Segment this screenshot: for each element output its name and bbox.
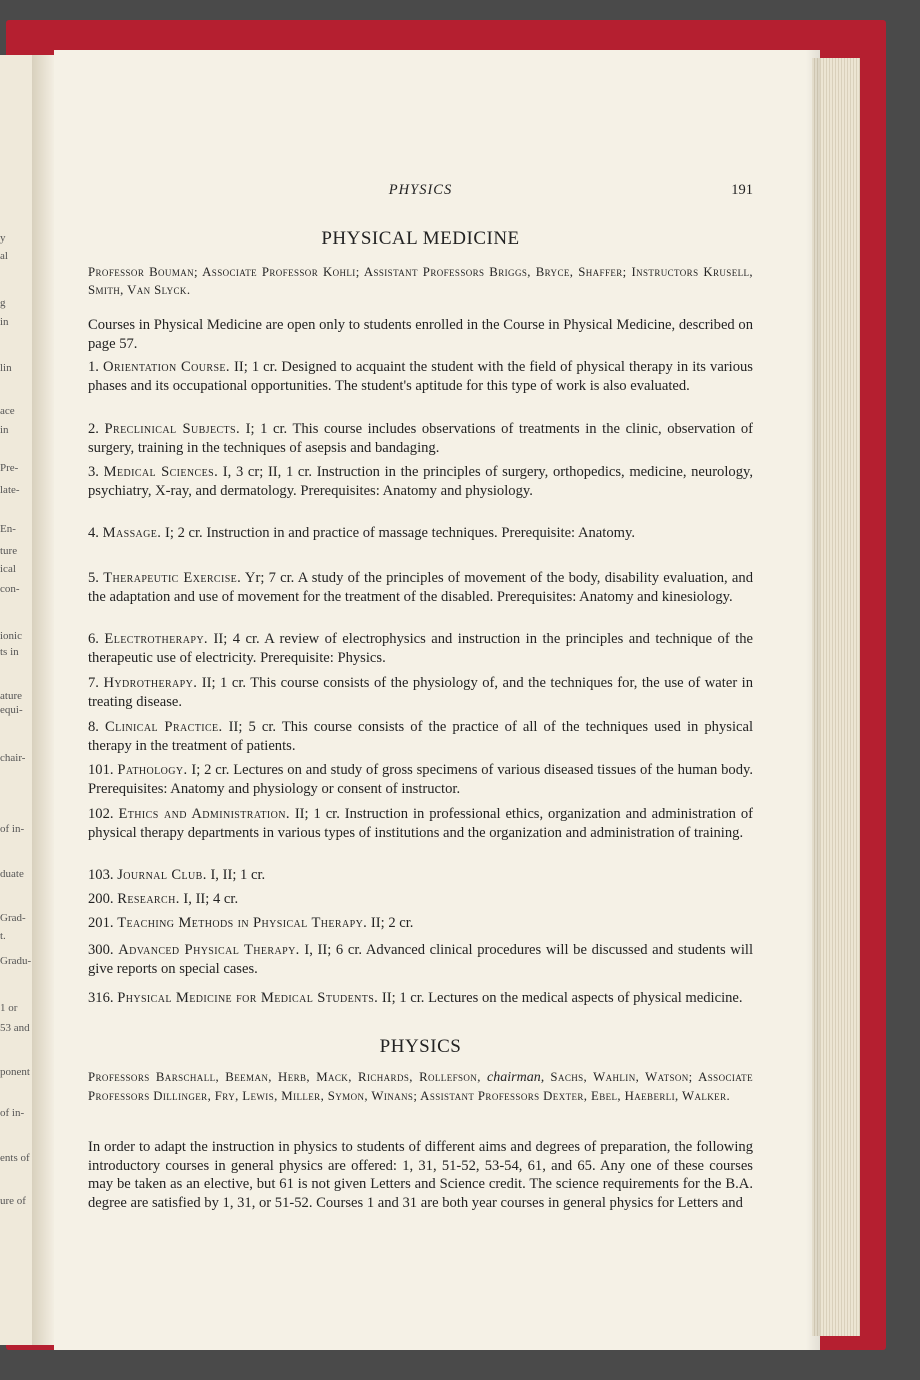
facing-page-fragment: ture — [0, 545, 18, 557]
facing-page-fragment: equi- — [0, 704, 23, 716]
course-title: Orientation Course. — [103, 359, 230, 375]
course-number: 201. — [88, 915, 114, 931]
facing-page-fragment: ure of — [0, 1195, 26, 1207]
course-title: Physical Medicine for Medical Students. — [117, 990, 379, 1006]
facing-page-fragment: ts in — [0, 646, 19, 658]
course-entry — [88, 914, 753, 933]
facing-page-fragment: con- — [0, 583, 20, 595]
course-entry — [88, 989, 753, 1008]
course-number: 3. — [88, 464, 99, 480]
course-description: II; 1 cr. Lectures on the medical aspects of physical medicine. — [381, 990, 743, 1006]
course-number: 316. — [88, 990, 114, 1006]
course-description: I; 1 cr. This course includes observations of treatments in the clinic, observation of surgery, training in the techniques of asepsis and bandaging. — [88, 421, 754, 456]
course-entry — [88, 941, 753, 978]
facing-page-fragment: chair- — [0, 752, 26, 764]
course-description: Yr; 7 cr. A study of the principles of movement of the body, disability evaluation, and the adaptation and use of movement for the treatment of the disabled. Prerequisites: Anatomy and kinesiology. — [88, 570, 754, 605]
course-title: Therapeutic Exercise. — [103, 570, 242, 586]
facing-page-fragment: Grad- — [0, 912, 26, 924]
course-description: I, II; 4 cr. — [183, 891, 239, 907]
course-description: II; 1 cr. Designed to acquaint the student with the field of physical therapy in its various phases and its occupational opportunities. The student's aptitude for this type of work is also evaluated. — [88, 359, 753, 394]
facing-page-fragment: g — [0, 297, 6, 309]
course-title: Teaching Methods in Physical Therapy. — [117, 915, 368, 931]
course-description: II; 5 cr. This course consists of the practice of all of the techniques used in physical therapy in the treatment of patients. — [88, 719, 754, 754]
facing-page-fragment: Pre- — [0, 462, 19, 474]
course-title: Hydrotherapy. — [103, 675, 198, 691]
running-head — [88, 182, 753, 202]
course-entry — [88, 358, 753, 395]
facing-page-fragment: ature — [0, 690, 22, 702]
facing-page-fragment: y — [0, 232, 6, 244]
course-entry — [88, 718, 753, 755]
course-number: 300. — [88, 942, 114, 958]
course-entry — [88, 866, 753, 885]
course-number: 102. — [88, 806, 114, 822]
facing-page-fragment: duate — [0, 868, 24, 880]
faculty-list-physical-medicine: Professor Bouman; Associate Professor Kohli; Assistant Professors Briggs, Bryce, Shaffer; Instructors Krusell, Smith, Van Slyck. — [88, 265, 753, 297]
course-number: 6. — [88, 631, 99, 647]
course-number: 103. — [88, 867, 114, 883]
course-number: 8. — [88, 719, 99, 735]
course-title: Journal Club. — [117, 867, 207, 883]
page-number: 191 — [731, 182, 753, 198]
facing-page-fragment: t. — [0, 930, 6, 942]
facing-page-fragment: Gradu- — [0, 955, 32, 967]
course-number: 200. — [88, 891, 114, 907]
course-entry — [88, 420, 753, 457]
intro-physics: In order to adapt the instruction in physics to students of different aims and degrees of preparation, the following introductory courses in general physics are offered: 1, 31, 51-52, 53-54, 61, and 65. Any one of these courses may be taken as an elective, but 61 is not given Letters and Science credit. The science requirements for the B.A. degree are satisfied by 1, 31, or 51-52. Courses 1 and 31 are both year courses in general physics for Letters and — [88, 1139, 753, 1211]
facing-page-fragment: al — [0, 250, 8, 262]
facing-page-fragment: in — [0, 316, 9, 328]
facing-page-fragment: of in- — [0, 1107, 25, 1119]
course-title: Massage. — [102, 525, 162, 541]
course-number: 101. — [88, 762, 114, 778]
facing-page-fragment: ponent — [0, 1066, 30, 1078]
course-description: II; 1 cr. Instruction in professional ethics, organization and administration of physical therapy departments in various types of institutions and the organization and administration of training. — [88, 806, 754, 841]
course-description: II; 1 cr. This course consists of the physiology of, and the techniques for, the use of water in treating disease. — [88, 675, 754, 710]
course-entry — [88, 524, 753, 543]
course-title: Electrotherapy. — [104, 631, 208, 647]
course-title: Pathology. — [117, 762, 188, 778]
facing-page-fragment: ace — [0, 405, 15, 417]
course-description: II; 2 cr. — [370, 915, 414, 931]
faculty-list-physics: Professors Barschall, Beeman, Herb, Mack, Richards, Rollefson, chairman, Sachs, Wahlin, Watson; Associate Professors Dillinger, Fry, Lewis, Miller, Symon, Winans; Assistant Professors Dexter, Ebel, Haeberli, Walker. — [88, 1070, 753, 1103]
course-entry — [88, 630, 753, 667]
course-number: 4. — [88, 525, 99, 541]
course-description: I, II; 6 cr. Advanced clinical procedures will be discussed and students will give reports on special cases. — [88, 942, 754, 977]
course-title: Medical Sciences. — [103, 464, 219, 480]
facing-page-fragment: 53 and — [0, 1022, 30, 1034]
course-number: 1. — [88, 359, 99, 375]
facing-page-fragment: ionic — [0, 630, 22, 642]
course-description: I, 3 cr; II, 1 cr. Instruction in the principles of surgery, orthopedics, medicine, neurology, psychiatry, X-ray, and dermatology. Prerequisites: Anatomy and physiology. — [88, 464, 753, 499]
facing-page-edge — [0, 55, 33, 1345]
course-description: I; 2 cr. Lectures on and study of gross specimens of various diseased tissues of the human body. Prerequisites: Anatomy and physiology or consent of instructor. — [88, 762, 754, 797]
course-entry — [88, 674, 753, 711]
facing-page-fragment: ents of — [0, 1152, 30, 1164]
facing-page-fragment: late- — [0, 484, 20, 496]
course-title: Advanced Physical Therapy. — [118, 942, 300, 958]
course-title: Preclinical Subjects. — [104, 421, 241, 437]
chairman-label: chairman, — [487, 1070, 545, 1085]
course-entry — [88, 805, 753, 842]
course-title: Ethics and Administration. — [118, 806, 290, 822]
course-title: Research. — [117, 891, 180, 907]
course-number: 2. — [88, 421, 99, 437]
course-description: II; 4 cr. A review of electrophysics and instruction in the principles and technique of the therapeutic use of electricity. Prerequisite: Physics. — [88, 631, 753, 666]
course-entry — [88, 761, 753, 798]
course-entry — [88, 569, 753, 606]
running-head-title: PHYSICS — [388, 182, 453, 198]
course-description: I, II; 1 cr. — [210, 867, 266, 883]
course-title: Clinical Practice. — [105, 719, 223, 735]
facing-page-fragment: lin — [0, 362, 12, 374]
facing-page-fragment: in — [0, 424, 9, 436]
section-heading-physical-medicine: PHYSICAL MEDICINE — [321, 228, 520, 249]
course-number: 7. — [88, 675, 99, 691]
facing-page-fragment: of in- — [0, 823, 25, 835]
course-description: I; 2 cr. Instruction in and practice of massage techniques. Prerequisite: Anatomy. — [165, 525, 635, 541]
course-number: 5. — [88, 570, 99, 586]
section-heading-physics: PHYSICS — [379, 1036, 462, 1057]
gutter — [32, 55, 54, 1345]
facing-page-fragment: 1 or — [0, 1002, 18, 1014]
facing-page-fragment: ical — [0, 563, 16, 575]
course-entry — [88, 890, 753, 909]
facing-page-fragment: En- — [0, 523, 16, 535]
course-entry — [88, 463, 753, 500]
intro-physical-medicine: Courses in Physical Medicine are open only to students enrolled in the Course in Physical Medicine, described on page 57. — [88, 317, 753, 352]
